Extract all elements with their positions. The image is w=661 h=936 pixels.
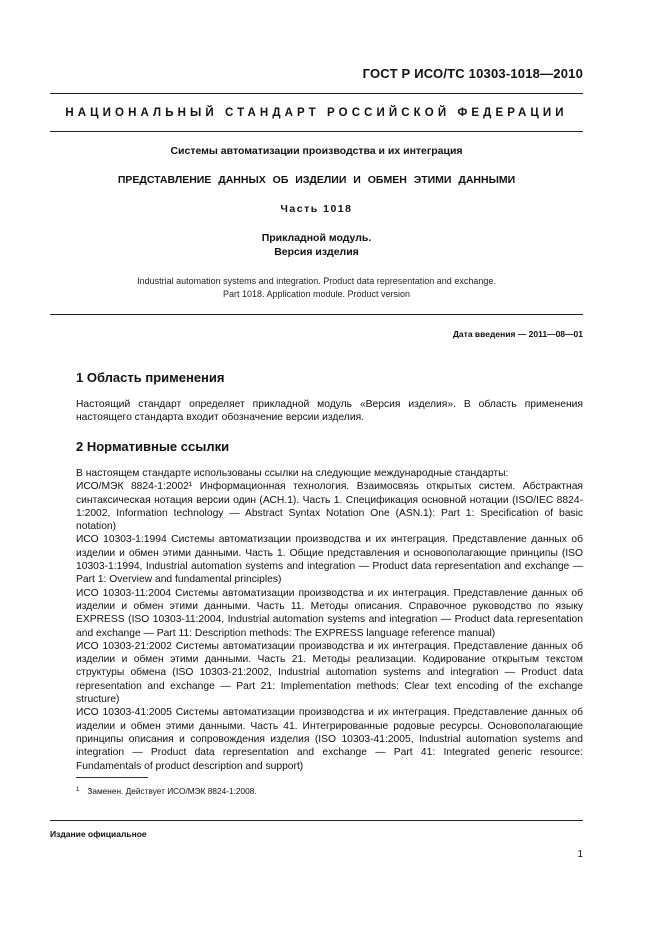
banner-rule	[50, 131, 583, 132]
introduction-date: Дата введения — 2011—08—01	[452, 329, 583, 339]
title-module-line1: Прикладной модуль.	[261, 232, 372, 244]
reference-item: ИСО 10303-21:2002 Системы автоматизации производства и их интеграция. Представление данных об изделии и обмен этими данными. Часть 21. Методы реализации. Кодирование открытым текстом структуры обмена (ISO 10303-21:2002, Industrial automation systems and integration — Product data representation and exchange — Part 21: Implementation methods: Clear text encoding of the exchange structure)	[76, 640, 583, 706]
standard-code: ГОСТ Р ИСО/ТС 10303-1018—2010	[362, 66, 583, 81]
section-2-heading: 2 Нормативные ссылки	[76, 439, 230, 454]
reference-item: ИСО 10303-11:2004 Системы автоматизации производства и их интеграция. Представление данных об изделии и обмен этими данными. Часть 11. Методы описания. Справочное руководство по языку EXPRESS (ISO 10303-11:2004, Industrial automation systems and integration — Product data representation and exchange — Part 11: Description methods: The EXPRESS language reference manual)	[76, 587, 583, 639]
reference-item: ИСО/МЭК 8824-1:2002¹ Информационная технология. Взаимосвязь открытых систем. Абстрактная синтаксическая нотация версии один (АСН.1). Часть 1. Спецификация основной нотации (ISO/IEC 8824-1:2002, Information technology — Abstract Syntax Notation One (ASN.1): Part 1: Specification of basic notation)	[76, 481, 583, 533]
national-standard-banner: НАЦИОНАЛЬНЫЙ СТАНДАРТ РОССИЙСКОЙ ФЕДЕРАЦИИ	[65, 107, 568, 119]
section-1-paragraph: Настоящий стандарт определяет прикладной модуль «Версия изделия». В область применения настоящего стандарта входит обозначение версии изделия.	[76, 399, 583, 424]
section-2-body	[76, 467, 583, 773]
title-series: Системы автоматизации производства и их интеграция	[170, 145, 463, 157]
reference-item: ИСО 10303-1:1994 Системы автоматизации производства и их интеграция. Представление данных об изделии и обмен этими данными. Часть 1. Общие представления и основополагающие принципы (ISO 10303-1:1994, Industrial automation systems and integration — Product data representation and exchange — Part 1: Overview and fundamental principles)	[76, 534, 583, 586]
footnote-text: Заменен. Действует ИСО/МЭК 8824-1:2008.	[87, 786, 257, 796]
page-number: 1	[577, 849, 583, 860]
english-title-line1: Industrial automation systems and integration. Product data representation and exchange.	[137, 276, 496, 286]
title-main: ПРЕДСТАВЛЕНИЕ ДАННЫХ ОБ ИЗДЕЛИИ И ОБМЕН ЭТИМИ ДАННЫМИ	[117, 174, 516, 186]
section-1-body	[76, 398, 583, 425]
english-title-line2: Part 1018. Application module. Product version	[222, 289, 411, 299]
edition-label: Издание официальное	[50, 829, 147, 839]
title-bottom-rule	[50, 314, 583, 315]
section-1-heading: 1 Область применения	[76, 370, 225, 385]
footer-rule	[50, 820, 583, 821]
footnote-mark: 1	[76, 787, 80, 793]
top-rule	[50, 93, 583, 94]
title-module-line2: Версия изделия	[274, 246, 359, 258]
section-2-intro: В настоящем стандарте использованы ссылки на следующие международные стандарты:	[76, 468, 509, 479]
footnote-separator	[76, 777, 148, 778]
reference-item: ИСО 10303-41:2005 Системы автоматизации производства и их интеграция. Представление данных об изделии и обмен этими данными. Часть 41. Интегрированные родовые ресурсы. Основополагающие принципы описания и сопровождения изделия (ISO 10303-41:2005, Industrial automation systems and integration — Product data representation and exchange — Part 41: Integrated generic resource: Fundamentals of product description and support)	[76, 707, 583, 772]
title-part: Часть 1018	[280, 203, 353, 215]
footnote	[76, 786, 257, 796]
